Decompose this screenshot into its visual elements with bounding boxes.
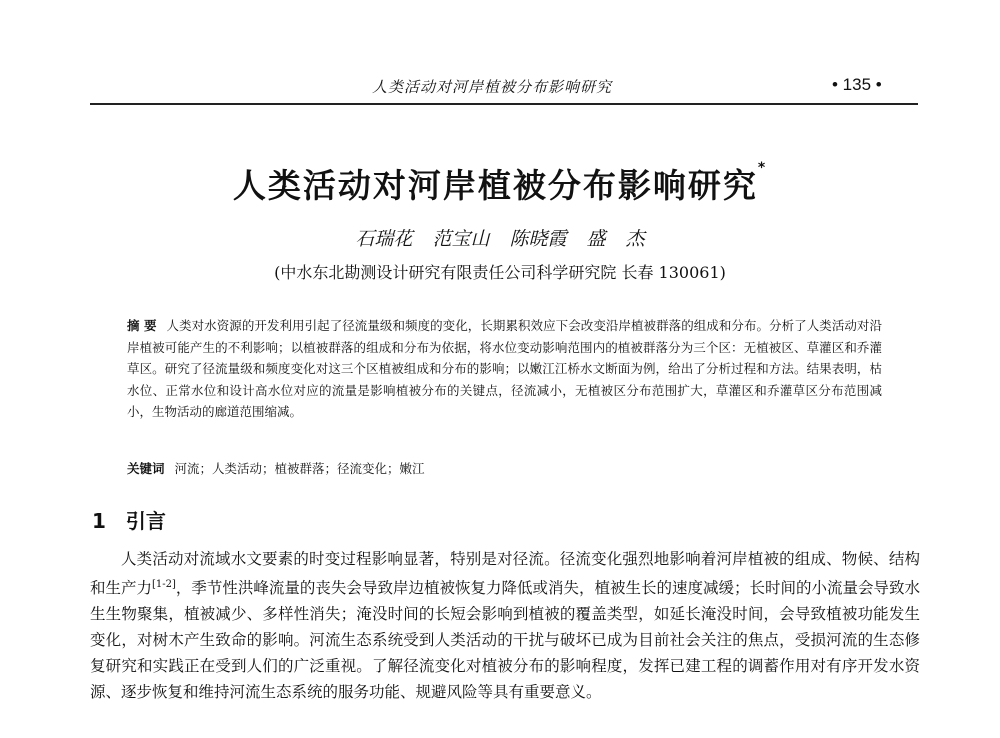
section-heading [92,505,166,534]
title-footnote-mark: * [757,160,768,176]
body-text-part2: ，季节性洪峰流量的丧失会导致岸边植被恢复力降低或消失，植被生长的速度减缓；长时间的小流量会导致水生生物聚集，植被减少、多样性消失；淹没时间的长短会影响到植被的覆盖类型，如延长淹没时间，会导致植被功能发生变化，对树木产生致命的影响。河流生态系统受到人类活动的干扰与破坏已成为目前社会关注的焦点，受损河流的生态修复研究和实践正在受到人们的广泛重视。了解径流变化对植被分布的影响程度，发挥已建工程的调蓄作用对有序开发水资源、逐步恢复和维持河流生态系统的服务功能、规避风险等具有重要意义。 [90,579,920,702]
running-title: 人类活动对河岸植被分布影响研究 [372,78,613,96]
abstract-text: 人类对水资源的开发利用引起了径流量级和频度的变化，长期累积效应下会改变沿岸植被群落的组成和分布。分析了人类活动对沿岸植被可能产生的不利影响；以植被群落的组成和分布为依据，将水位变动影响范围内的植被群落分为三个区：无植被区、草灌区和乔灌草区。研究了径流量级和频度变化对这三个区植被组成和分布的影响；以嫩江江桥水文断面为例，给出了分析过程和方法。结果表明，枯水位、正常水位和设计高水位对应的流量是影响植被分布的关键点，径流减小，无植被区分布范围扩大，草灌区和乔灌草区分布范围减小，生物活动的廊道范围缩减。 [127,318,882,419]
keywords-text: 河流；人类活动；植被群落；径流变化；嫩江 [174,461,425,476]
section-title: 引言 [125,509,166,533]
body-text-part1: 人类活动对流域水文要素的时变过程影响显著，特别是对径流。径流变化强烈地影响着河岸植被的组成、物候、结构和生产力 [90,550,920,598]
header-rule [90,103,918,105]
paper-title-text: 人类活动对河岸植被分布影响研究 [232,166,758,205]
paper-title [0,160,1000,207]
keywords-label: 关键词 [127,461,165,476]
abstract [127,315,882,423]
section-number: 1 [92,509,106,533]
authors: 石瑞花 范宝山 陈晓霞 盛 杰 [355,228,645,250]
keywords [127,459,425,477]
citation: [1-2] [152,579,176,590]
affiliation: (中水东北勘测设计研究有限责任公司科学研究院 长春 130061) [274,263,726,282]
page-number: • 135 • [832,75,882,94]
abstract-label: 摘 要 [127,318,157,333]
body-paragraph [90,546,920,705]
